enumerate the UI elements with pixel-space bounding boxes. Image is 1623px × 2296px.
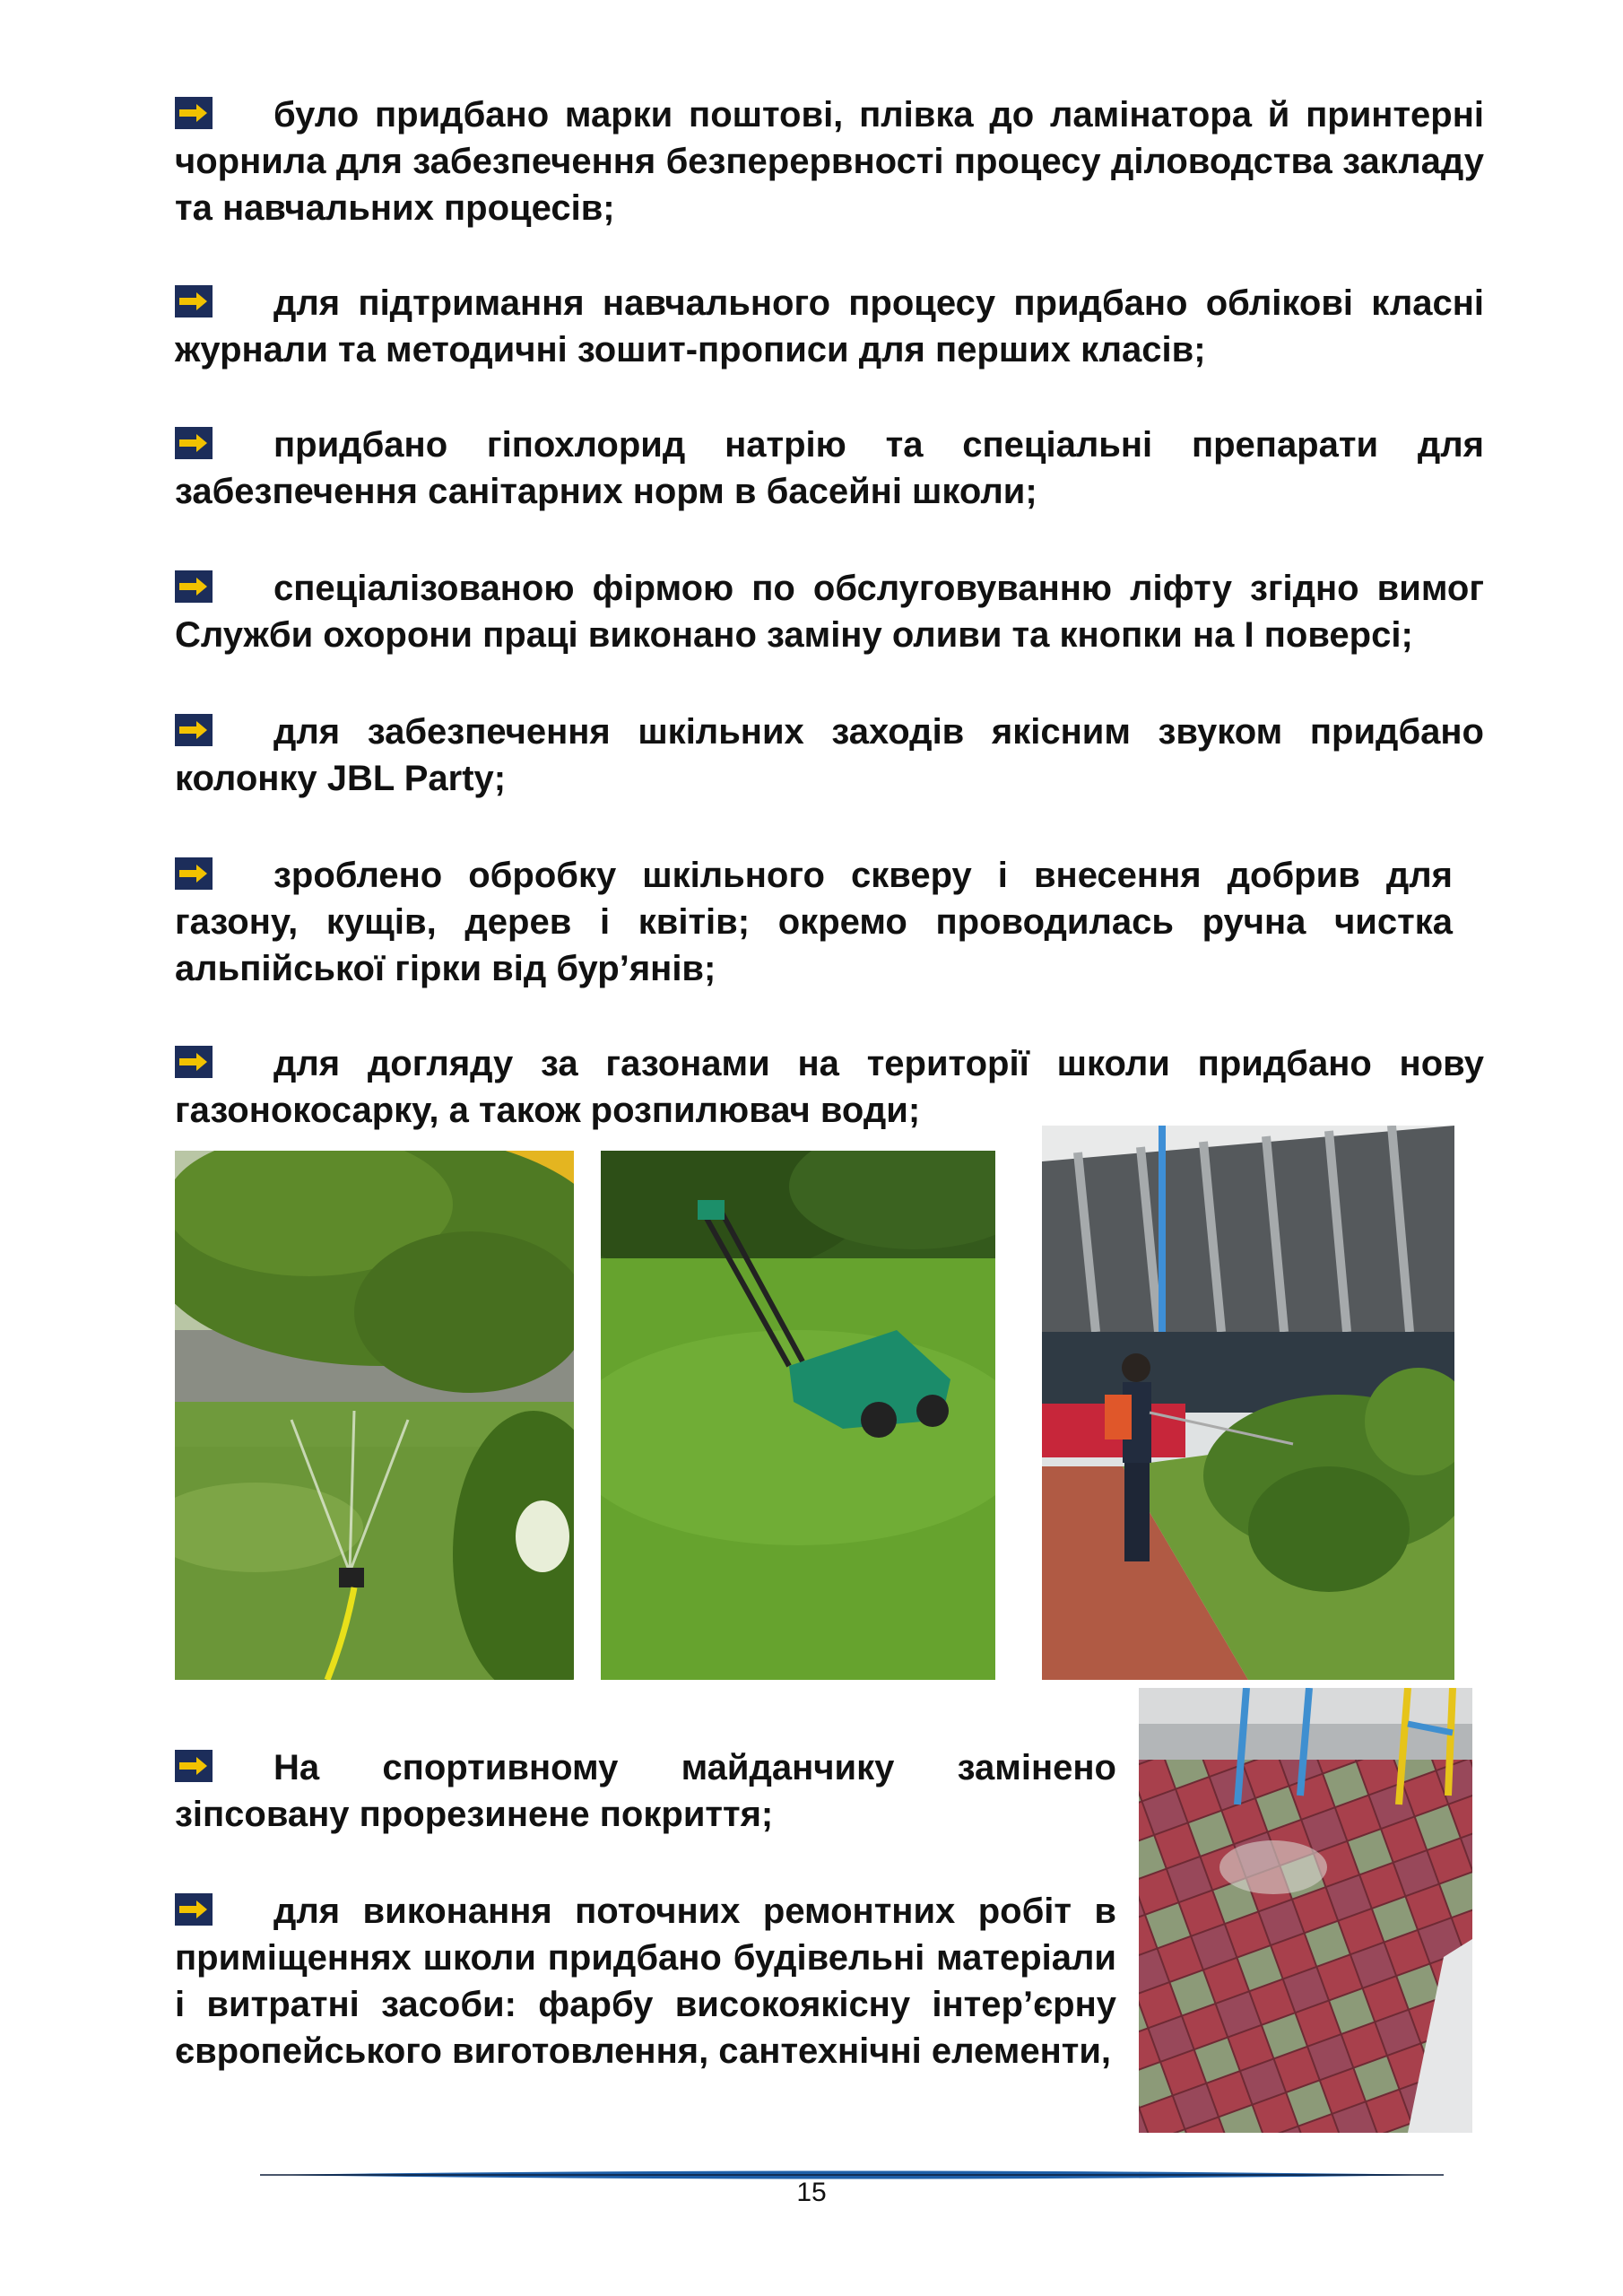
photo-gardener-stadium [1042,1126,1454,1680]
photo-sprinkler [175,1151,574,1680]
list-item-text: На спортивному майданчику замінено зіпсовану прорезинене покриття; [175,1748,1116,1834]
list-item [175,91,1484,231]
arrow-right-icon [175,285,213,317]
list-item-text: було придбано марки поштові, плівка до ламінатора й принтерні чорнила для забезпечення безперервності процесу діловодства закладу та навчальних процесів; [175,95,1484,228]
list-item [175,1040,1484,1134]
arrow-right-icon [175,1046,213,1078]
list-item-text: для забезпечення шкільних заходів якісним звуком придбано колонку JBL Party; [175,712,1484,798]
list-item-text: зроблено обробку шкільного скверу і внесення добрив для газону, кущів, дерев і квітів; окремо проводилась ручна чистка альпійської гірки від бур’янів; [175,856,1453,988]
photo-lawn-mower [601,1151,995,1680]
arrow-right-icon [175,97,213,129]
arrow-right-icon [175,570,213,603]
arrow-right-icon [175,427,213,459]
arrow-right-icon [175,1750,213,1782]
list-item [175,565,1484,658]
list-item-text: для виконання поточних ремонтних робіт в приміщеннях школи придбано будівельні матеріали і витратні засоби: фарбу високоякісну інтер’єрну європейського виготовлення, сантехнічні елементи, [175,1892,1116,2071]
list-item [175,1744,1116,1838]
list-item-text: для підтримання навчального процесу придбано облікові класні журнали та методичні зошит-прописи для перших класів; [175,283,1484,370]
list-item [175,852,1453,992]
arrow-right-icon [175,857,213,890]
list-item [175,422,1484,515]
list-item [175,280,1484,373]
list-item-text: придбано гіпохлорид натрію та спеціальні препарати для забезпечення санітарних норм в басейні школи; [175,425,1484,511]
list-item [175,709,1484,802]
arrow-right-icon [175,1893,213,1926]
list-item-text: для догляду за газонами на території школи придбано нову газонокосарку, а також розпилювач води; [175,1044,1484,1130]
arrow-right-icon [175,714,213,746]
list-item [175,1888,1116,2074]
list-item-text: спеціалізованою фірмою по обслуговуванню ліфту згідно вимог Служби охорони праці виконано заміну оливи та кнопки на І поверсі; [175,569,1484,655]
page-number: 15 [796,2178,827,2207]
photo-rubber-floor [1139,1688,1472,2133]
